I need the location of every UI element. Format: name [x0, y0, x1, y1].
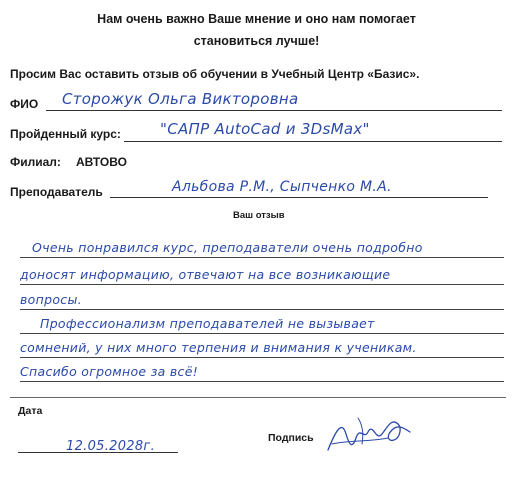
review-line-4: Профессионализм преподавателей не вызывает [40, 316, 375, 331]
date-label: Дата [18, 405, 43, 417]
course-value: "САПР AutoCad и 3DsMax" [160, 120, 370, 138]
fio-label: ФИО [10, 97, 39, 111]
header-line-1: Нам очень важно Ваше мнение и оно нам помогает [97, 12, 416, 26]
review-rule-1 [20, 257, 504, 258]
request-text: Просим Вас оставить отзыв об обучении в Учебный Центр «Базис». [10, 67, 420, 81]
signature-scribble [318, 410, 414, 460]
review-line-6: Спасибо огромное за всё! [20, 364, 199, 379]
review-title: Ваш отзыв [233, 210, 285, 221]
signature-label: Подпись [268, 432, 314, 444]
review-rule-4 [20, 333, 504, 334]
fio-line [46, 110, 502, 111]
footer-divider [10, 397, 506, 398]
review-rule-3 [20, 309, 504, 310]
review-line-2: доносят информацию, отвечают на все возникающие [20, 267, 391, 282]
date-value: 12.05.2028г. [66, 439, 155, 454]
review-line-1: Очень понравился курс, преподаватели очень подробно [32, 240, 423, 255]
branch-label: Филиал: [10, 155, 61, 169]
teacher-value: Альбова Р.М., Сыпченко М.А. [172, 179, 392, 195]
review-line-5: сомнений, у них много терпения и внимания к ученикам. [20, 340, 417, 355]
branch-value: АВТОВО [76, 155, 127, 169]
review-rule-6 [20, 381, 504, 382]
teacher-label: Преподаватель [10, 185, 103, 199]
teacher-line [110, 197, 488, 198]
fio-value: Сторожук Ольга Викторовна [62, 90, 299, 108]
review-line-3: вопросы. [20, 292, 82, 307]
review-rule-5 [20, 357, 504, 358]
review-rule-2 [20, 284, 504, 285]
date-line [18, 452, 178, 453]
course-line [124, 141, 502, 142]
header-line-2: становиться лучше! [193, 34, 320, 48]
course-label: Пройденный курс: [10, 127, 121, 141]
